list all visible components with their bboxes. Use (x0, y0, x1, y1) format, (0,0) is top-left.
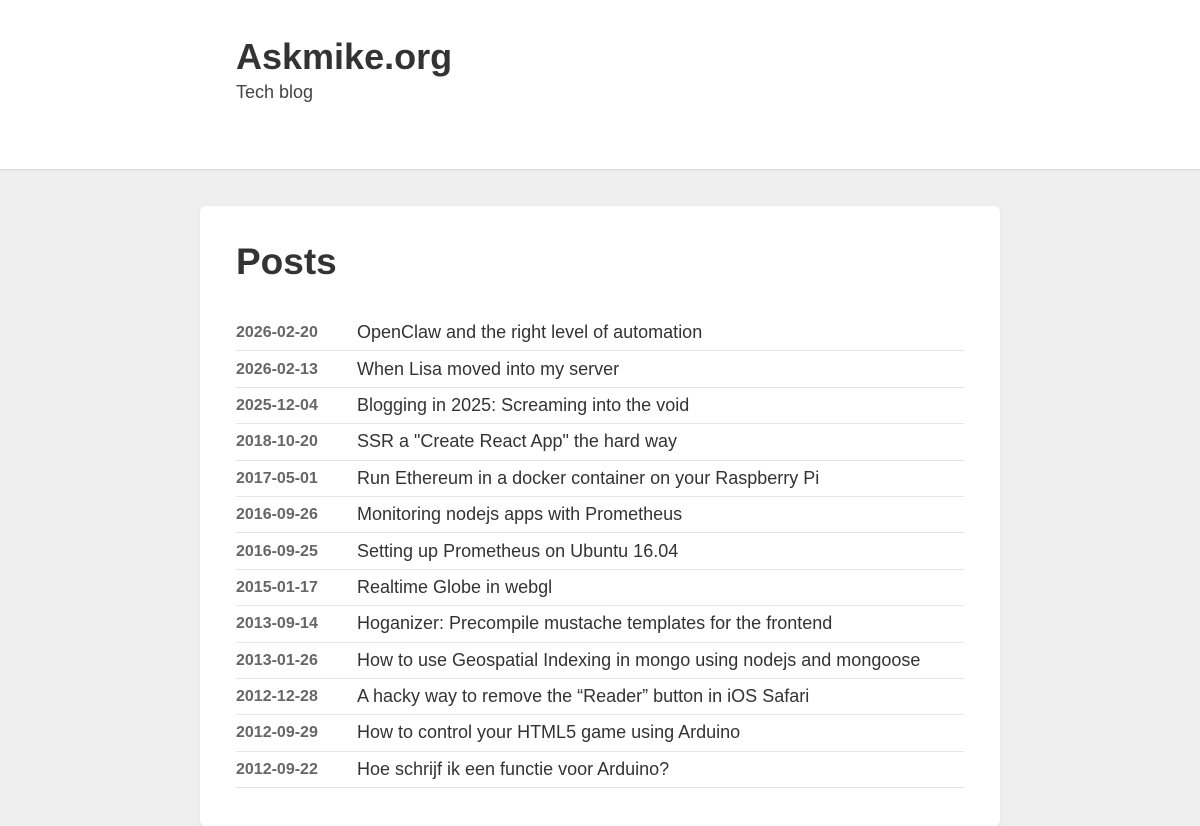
post-row (236, 461, 964, 497)
post-date: 2012-12-28 (236, 688, 318, 706)
post-link[interactable]: Blogging in 2025: Screaming into the void (357, 394, 690, 415)
post-link[interactable]: SSR a "Create React App" the hard way (357, 431, 677, 452)
post-list (236, 315, 964, 788)
post-row (236, 424, 964, 460)
post-link[interactable]: Hoganizer: Precompile mustache templates for the frontend (357, 613, 833, 634)
post-link[interactable]: OpenClaw and the right level of automation (357, 322, 703, 343)
post-link[interactable]: Run Ethereum in a docker container on your Raspberry Pi (357, 467, 820, 488)
post-date: 2018-10-20 (236, 433, 318, 451)
post-row (236, 533, 964, 569)
post-date: 2025-12-04 (236, 396, 318, 414)
post-link[interactable]: Hoe schrijf ik een functie voor Arduino? (357, 758, 670, 779)
post-row (236, 497, 964, 533)
post-link[interactable]: Monitoring nodejs apps with Prometheus (357, 504, 683, 525)
post-link[interactable]: How to use Geospatial Indexing in mongo using nodejs and mongoose (357, 649, 921, 670)
posts-heading: Posts (236, 241, 337, 282)
post-date: 2016-09-26 (236, 506, 318, 524)
post-date: 2012-09-22 (236, 760, 318, 778)
site-title-link[interactable]: Askmike.org (236, 36, 453, 77)
post-date: 2026-02-20 (236, 324, 318, 342)
post-row (236, 752, 964, 788)
post-link[interactable]: When Lisa moved into my server (357, 358, 620, 379)
post-row (236, 570, 964, 606)
site-header (0, 0, 1200, 170)
site-tagline: Tech blog (236, 82, 314, 102)
post-date: 2013-01-26 (236, 651, 318, 669)
post-date: 2017-05-01 (236, 469, 318, 487)
post-row (236, 315, 964, 351)
post-link[interactable]: How to control your HTML5 game using Arduino (357, 722, 741, 743)
post-row (236, 388, 964, 424)
post-date: 2015-01-17 (236, 578, 318, 596)
post-row (236, 715, 964, 751)
post-row (236, 643, 964, 679)
post-link[interactable]: A hacky way to remove the “Reader” button in iOS Safari (357, 686, 810, 707)
post-date: 2012-09-29 (236, 724, 318, 742)
post-link[interactable]: Realtime Globe in webgl (357, 576, 553, 597)
post-row (236, 679, 964, 715)
post-date: 2016-09-25 (236, 542, 318, 560)
posts-card (200, 206, 1000, 826)
post-date: 2013-09-14 (236, 615, 318, 633)
post-row (236, 606, 964, 642)
post-row (236, 351, 964, 387)
post-link[interactable]: Setting up Prometheus on Ubuntu 16.04 (357, 540, 679, 561)
post-date: 2026-02-13 (236, 360, 318, 378)
